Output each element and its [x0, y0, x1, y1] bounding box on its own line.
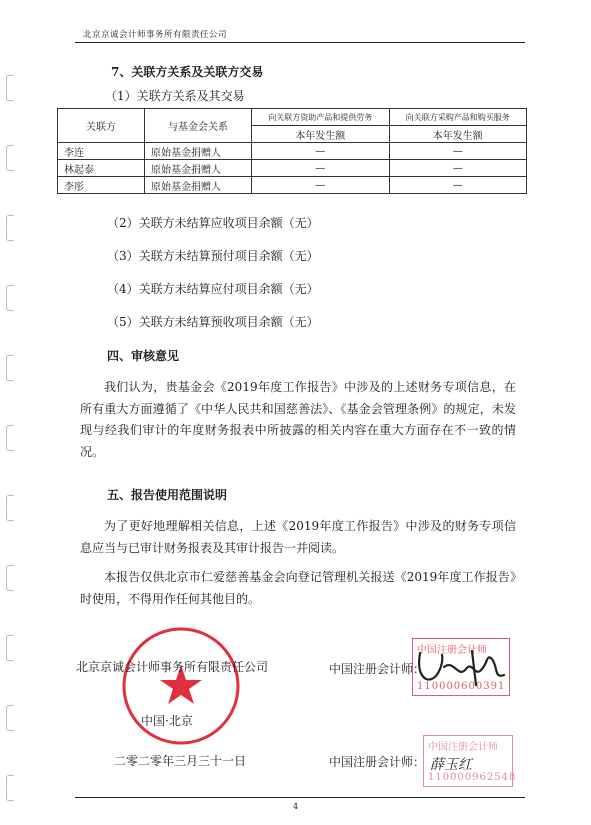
- usage-paragraph-2: 本报告仅供北京市仁爱慈善基金会向登记管理机关报送《2019年度工作报告》时使用，不得用作任何其他目的。: [80, 570, 516, 606]
- section7-title: 7、关联方关系及关联方交易: [111, 65, 264, 79]
- related-party-table: [57, 108, 527, 194]
- col-header-purchase: 向关联方采购产品和购买服务: [389, 109, 527, 126]
- section5-title: 五、报告使用范围说明: [107, 488, 228, 502]
- item-prepaid: （3）关联方未结算预付项目余额（无）: [107, 249, 319, 263]
- table-row: [58, 143, 527, 160]
- cell-purchase: —: [389, 160, 527, 177]
- col-header-party: 关联方: [58, 109, 145, 143]
- subheader-current-sale: 本年发生额: [252, 126, 390, 143]
- cell-relation: 原始基金捐赠人: [145, 143, 252, 160]
- cpa-label-2: 中国注册会计师：: [329, 755, 426, 769]
- footer-rule: [75, 797, 525, 798]
- col-header-relation: 与基金会关系: [145, 109, 252, 143]
- usage-paragraph-1: 为了更好地理解相关信息，上述《2019年度工作报告》中涉及的财务专项信息应当与已审计财务报表及其审计报告一并阅读。: [80, 519, 516, 555]
- cell-sale: —: [252, 143, 390, 160]
- cell-party: 李彤: [58, 177, 145, 194]
- item-receivable: （2）关联方未结算应收项目余额（无）: [107, 216, 319, 230]
- page-number: 4: [292, 802, 299, 811]
- cell-relation: 原始基金捐赠人: [145, 160, 252, 177]
- cell-relation: 原始基金捐赠人: [145, 177, 252, 194]
- cell-sale: —: [252, 160, 390, 177]
- item-advance: （5）关联方未结算预收项目余额（无）: [107, 315, 319, 329]
- signoff-location: 中国·北京: [141, 714, 193, 728]
- cpa-stamp-1-title: 中国注册会计师: [417, 645, 487, 656]
- cpa-stamp-1-number: 110000600391: [417, 681, 506, 692]
- page-header: 北京京诚会计师事务所有限责任公司: [83, 30, 228, 40]
- cell-sale: —: [252, 177, 390, 194]
- cell-party: 李连: [58, 143, 145, 160]
- table-row: [58, 177, 527, 194]
- cpa-stamp-2-number: 110000962548: [428, 772, 517, 783]
- col-header-sale: 向关联方资助产品和提供劳务: [252, 109, 390, 126]
- cell-purchase: —: [389, 143, 527, 160]
- section7-subtitle: （1）关联方关系及其交易: [105, 89, 245, 103]
- item-payable: （4）关联方未结算应付项目余额（无）: [107, 282, 319, 296]
- section4-title: 四、审核意见: [107, 349, 180, 363]
- binding-holes: [4, 0, 18, 825]
- signature-1-icon: [414, 645, 514, 689]
- header-rule: [75, 42, 525, 43]
- cpa-stamp-2-title: 中国注册会计师: [428, 742, 498, 753]
- cell-purchase: —: [389, 177, 527, 194]
- audit-opinion-paragraph: 我们认为，贵基金会《2019年度工作报告》中涉及的上述财务专项信息，在所有重大方面遵循了《中华人民共和国慈善法》、《基金会管理条例》的规定，未发现与经我们审计的年度财务报表中所披露的相关内容在重大方面存在不一致的情况。: [80, 380, 516, 459]
- signature-2: 薛玉红: [430, 757, 472, 773]
- subheader-current-purchase: 本年发生额: [389, 126, 527, 143]
- signoff-firm: 北京京诚会计师事务所有限责任公司: [76, 660, 269, 674]
- cpa-label-1: 中国注册会计师：: [329, 662, 426, 676]
- signoff-date: 二零二零年三月三十一日: [114, 754, 247, 768]
- cell-party: 林起泰: [58, 160, 145, 177]
- table-row: [58, 160, 527, 177]
